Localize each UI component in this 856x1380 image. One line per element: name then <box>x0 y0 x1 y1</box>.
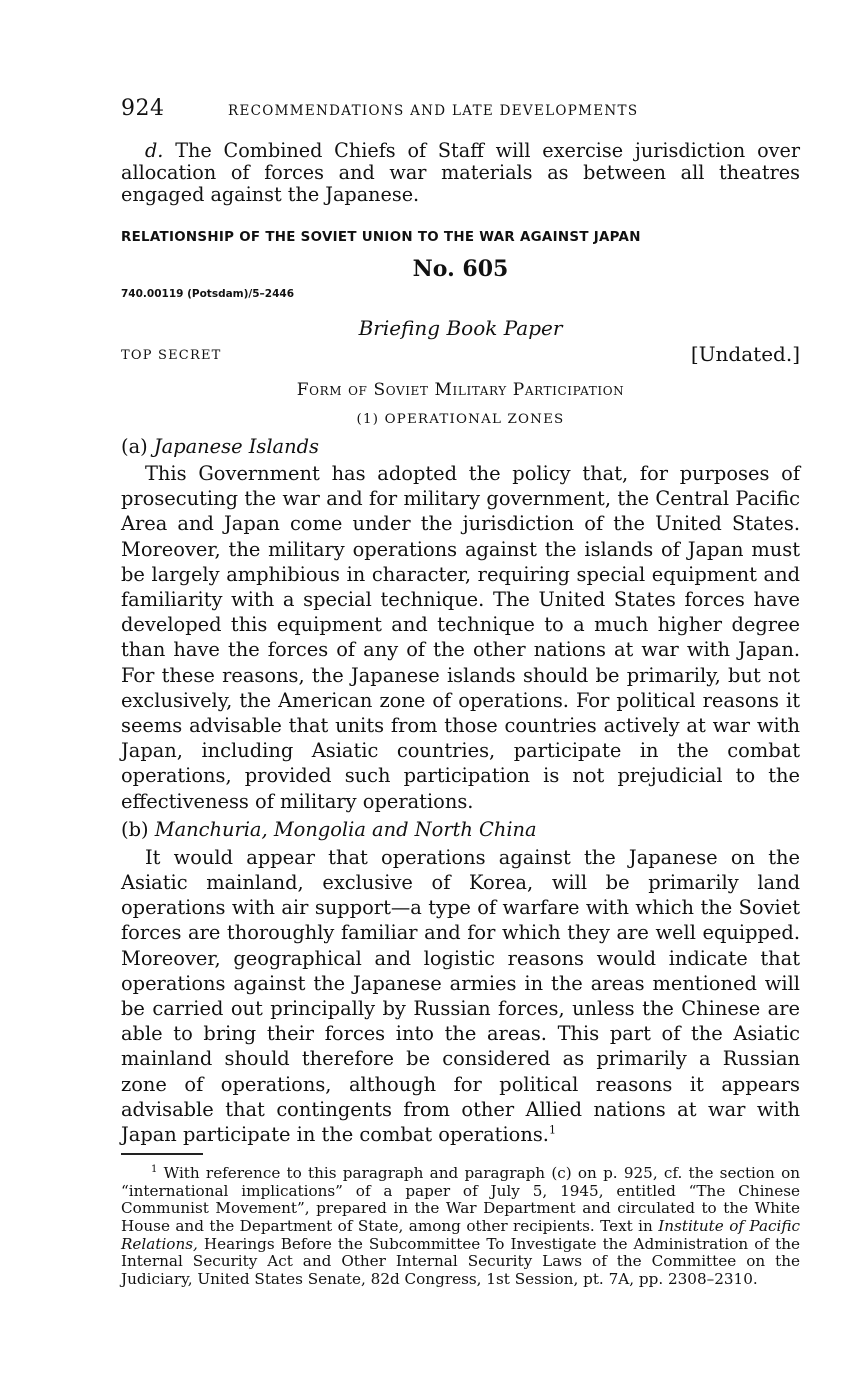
page-number: 924 <box>121 96 165 121</box>
subheading-a <box>121 435 800 459</box>
briefing-book-title: Briefing Book Paper <box>358 316 563 340</box>
subheading-b-title: Manchuria, Mongolia and North China <box>154 817 537 841</box>
section-heading: RELATIONSHIP OF THE SOVIET UNION TO THE WAR AGAINST JAPAN <box>121 230 641 245</box>
classification-label: TOP SECRET <box>121 348 222 363</box>
running-title: RECOMMENDATIONS AND LATE DEVELOPMENTS <box>228 103 639 119</box>
footnote-reference[interactable]: 1 <box>548 1123 556 1137</box>
footnote-divider <box>121 1153 203 1155</box>
subheading-a-label: (a) <box>121 435 148 458</box>
footnote-text-part1: With reference to this paragraph and paragraph (c) on p. 925, cf. the section on “international implications” of a paper of July 5, 1945, entitled “The Chinese Communist Movement”, prepared in the War Department and circulated to the White House and the Department of State, among other recipients. Text in <box>121 1164 800 1236</box>
paragraph-manchuria <box>121 845 800 1147</box>
paragraph-d-label: d. <box>145 139 164 162</box>
footnote <box>121 1165 800 1288</box>
file-number: 740.00119 (Potsdam)/5–2446 <box>121 288 295 300</box>
paragraph-d <box>121 140 800 206</box>
classification-line <box>121 342 800 368</box>
paragraph-d-text: The Combined Chiefs of Staff will exercise jurisdiction over allocation of forces and war materials as between all theatres engaged against the Japanese. <box>121 139 800 206</box>
subheading-b-label: (b) <box>121 817 149 841</box>
footnote-source-title: Institute of Pacific Relations, <box>121 1217 800 1253</box>
running-head <box>121 96 800 128</box>
subheading-b <box>121 818 800 842</box>
subsection-title: (1) OPERATIONAL ZONES <box>356 412 565 427</box>
footnote-text-part2: Hearings Before the Subcommittee To Investigate the Administration of the Internal Security Act and Other Internal Security Laws of the Committee on the Judiciary, United States Senate, 82d Congress, 1st Session, pt. 7A, pp. 2308–2310. <box>121 1234 800 1288</box>
page-content <box>121 96 800 1288</box>
date-note: [Undated.] <box>690 342 800 366</box>
paper-title: Form of Soviet Military Participation <box>296 380 625 400</box>
subheading-a-title: Japanese Islands <box>153 435 319 458</box>
paragraph-manchuria-text: It would appear that operations against the Japanese on the Asiatic mainland, exclusive of Korea, will be primarily land operations with air support—a type of warfare with which the Soviet forces are thoroughly familiar and for which they are well equipped. Moreover, geographical and logistic reasons would indicate that operations against the Japanese armies in the areas mentioned will be carried out principally by Russian forces, unless the Chinese are able to bring their forces into the areas. This part of the Asiatic mainland should therefore be considered as primarily a Russian zone of operations, although for political reasons it appears advisable that contingents from other Allied nations at war with Japan participate in the combat operations. <box>121 845 800 1147</box>
document-number: No. 605 <box>412 256 509 282</box>
paragraph-japanese-islands: This Government has adopted the policy that, for purposes of prosecuting the war and for military government, the Central Pacific Area and Japan come under the jurisdiction of the United States. Moreover, the military operations against the islands of Japan must be largely amphibious in character, requiring special equipment and familiarity with a special technique. The United States forces have developed this equipment and technique to a much higher degree than have the forces of any of the other nations at war with Japan. For these reasons, the Japanese islands should be primarily, but not exclusively, the American zone of operations. For political reasons it seems advisable that units from those countries actively at war with Japan, including Asiatic countries, participate in the combat operations, provided such participation is not prejudicial to the effectiveness of military operations. <box>121 462 800 813</box>
footnote-mark: 1 <box>151 1164 158 1176</box>
